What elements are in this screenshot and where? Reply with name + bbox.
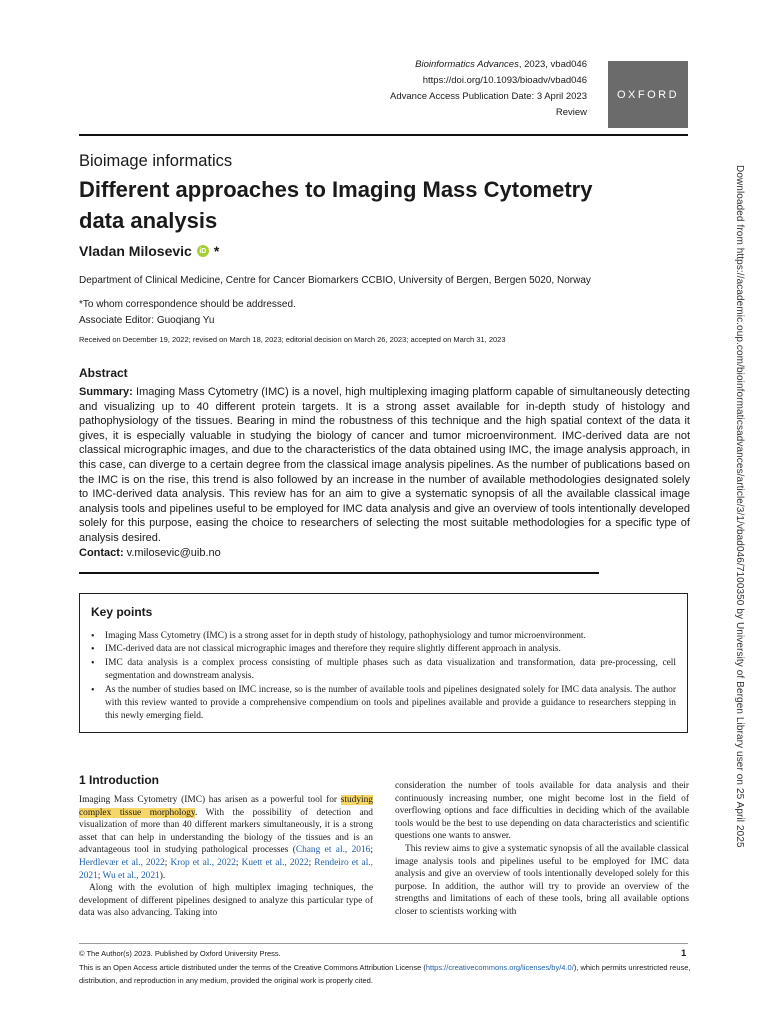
abstract-heading: Abstract: [79, 366, 128, 380]
journal-citation: [327, 57, 587, 73]
intro-paragraph-2: Along with the evolution of high multiplex imaging techniques, the development of different pipelines designed to analyze this particular type of data was also advancing. Taking into: [79, 883, 373, 919]
summary-text: Imaging Mass Cytometry (IMC) is a novel, high multiplexing imaging platform capable of simultaneously detecting and visualizing up to 40 different protein targets. It is a strong asset available for in-depth study of histology and pathophysiology of the tissues. Bearing in mind the robustness of this technique and the high spatial context of the data it gives, it is especially valuable in studying the biology of cancer and tumor microenvironment. IMC-derived data are not classical micrographic images, and due to the characteristics of the data obtained using IMC, the image analysis approach, in this case, can diverge to a certain degree from the classical image analysis pipelines. As the number of publications based on the IMC is on the rise, this trend is also followed by an increase in the number of available methodologies designated solely to IMC-derived data analysis. This review has for an aim to give a systematic synopsis of all the available classical image analysis tools and pipelines useful to be employed for IMC data analysis and give an overview of tools intentionally developed solely for this purpose, easing the choice to researchers of selecting the most suitable methodologies for a specific type of analysis desired.: [79, 386, 690, 544]
footer-divider: [79, 943, 688, 944]
affiliation: Department of Clinical Medicine, Centre for Cancer Biomarkers CCBIO, University of Bergen, Bergen 5020, Norway: [79, 275, 591, 286]
license-link[interactable]: https://creativecommons.org/licenses/by/4.0/: [425, 963, 574, 972]
summary-label: Summary:: [79, 386, 133, 398]
intro-text: . With the possibility of detection and visualization of more than 40 different markers simultaneously, it is a strong asset that can help in understanding the biology of the tissues and is an advantageous tool in studying pathological processes (: [79, 807, 373, 856]
contact-email[interactable]: v.milosevic@uib.no: [123, 546, 221, 559]
oxford-logo[interactable]: [608, 61, 688, 128]
journal-meta: [327, 57, 587, 121]
license-text: ), which permits unrestricted reuse, distribution, and reproduction in any medium, provided the original work is properly cited.: [79, 963, 691, 985]
key-points-list: [91, 630, 676, 724]
journal-name: Bioinformatics Advances: [415, 59, 519, 70]
correspondence-block: [79, 297, 296, 329]
intro-paragraph-3: consideration the number of tools available for data analysis and their continuously increasing number, one might become lost in the field of overflowing options and face difficulties in deciding which of the available tools would be the best to use depending on data characteristics and scientific questions one wants to answer.: [395, 781, 689, 842]
doi-link[interactable]: https://doi.org/10.1093/bioadv/vbad046: [422, 75, 587, 86]
license-notice: [79, 961, 694, 987]
key-point-item: • Imaging Mass Cytometry (IMC) is a strong asset for in depth study of histology, pathophysiology and tumor microenvironment.: [91, 630, 676, 643]
abstract-divider: [79, 572, 599, 574]
header-divider: [79, 134, 688, 136]
section-label: Bioimage informatics: [79, 152, 233, 170]
key-point-item: • IMC-derived data are not classical micrographic images and therefore they require slightly different approach in analysis.: [91, 643, 676, 656]
publication-date: Advance Access Publication Date: 3 April 2023: [390, 91, 587, 102]
article-type: Review: [555, 107, 587, 118]
citation-link[interactable]: Wu et al., 2021: [102, 870, 160, 881]
key-point-item: • As the number of studies based on IMC increase, so is the number of available tools and pipelines designated solely for IMC data analysis. The author with this review wanted to provide a comprehensive compendium on tools and pipelines available and provide a guidance to researchers stepping in this newly emerging field.: [91, 684, 676, 724]
introduction-heading: 1 Introduction: [79, 773, 159, 787]
abstract-body: [79, 385, 690, 560]
citation-link[interactable]: Herdlevær et al., 2022: [79, 857, 165, 868]
author-name[interactable]: Vladan Milosevic: [79, 243, 192, 259]
journal-citation-text: , 2023, vbad046: [518, 59, 587, 70]
intro-text: ).: [159, 870, 166, 881]
author-line: [79, 243, 219, 259]
citation-link[interactable]: Krop et al., 2022: [170, 857, 236, 868]
associate-editor: Associate Editor: Guoqiang Yu: [79, 315, 215, 326]
article-title: Different approaches to Imaging Mass Cytometry data analysis: [79, 177, 593, 233]
key-point-item: • IMC data analysis is a complex process consisting of multiple phases such as data visualization and transformation, data pre-processing, cell segmentation and downstream analysis.: [91, 657, 676, 684]
orcid-icon[interactable]: iD: [197, 245, 209, 257]
download-note-text: Downloaded from https://academic.oup.com/bioinformaticsadvances/article/3/1/vbad046/7100350 by University of Bergen Library user on 25 April 2025: [734, 165, 745, 848]
contact-label: Contact:: [79, 546, 124, 559]
intro-left-column: [79, 794, 373, 920]
oxford-logo-text: OXFORD: [616, 88, 680, 101]
intro-paragraph-4: This review aims to give a systematic synopsis of all the available classical image analysis tools and pipelines useful to be employed for IMC data analysis and give an overview of tools intentionally developed solely for this purpose. In addition, the author will try to provide an overview of the strengths and limitations of each of these tools, bring all available options closer to scientists working with: [395, 843, 689, 917]
license-text: This is an Open Access article distributed under the terms of the Creative Commons Attribution License (: [79, 963, 426, 972]
intro-right-column: [395, 780, 689, 919]
highlighted-text[interactable]: studying complex tissue morphology: [79, 795, 373, 818]
citation-link[interactable]: Rendeiro et al., 2021: [79, 857, 374, 881]
citation-link[interactable]: Chang et al., 2016: [295, 845, 371, 856]
key-points-heading: Key points: [91, 605, 153, 619]
author-mark: *: [213, 243, 220, 259]
citation-link[interactable]: Kuett et al., 2022: [241, 857, 309, 868]
intro-text: Imaging Mass Cytometry (IMC) has arisen as a powerful tool for: [79, 795, 341, 805]
copyright-notice: © The Author(s) 2023. Published by Oxford University Press.: [79, 949, 281, 958]
correspondence-note: *To whom correspondence should be addressed.: [79, 299, 296, 310]
download-side-note: [733, 165, 743, 855]
intro-paragraph-1: Imaging Mass Cytometry (IMC) has arisen as a powerful tool for studying complex tissue morphology. With the possibility of detection and visualization of more than 40 different markers simultaneously, it is a strong asset that can help in understanding the biology of the tissues and is an advantageous tool in studying pathological processes (Chang et al., 2016; Herdlevær et al., 2022; Krop et al., 2022; Kuett et al., 2022; Rendeiro et al., 2021; Wu et al., 2021).: [79, 795, 374, 881]
page-number: 1: [681, 948, 687, 959]
article-history: Received on December 19, 2022; revised on March 18, 2023; editorial decision on March 26, 2023; accepted on March 31, 2023: [79, 335, 506, 344]
